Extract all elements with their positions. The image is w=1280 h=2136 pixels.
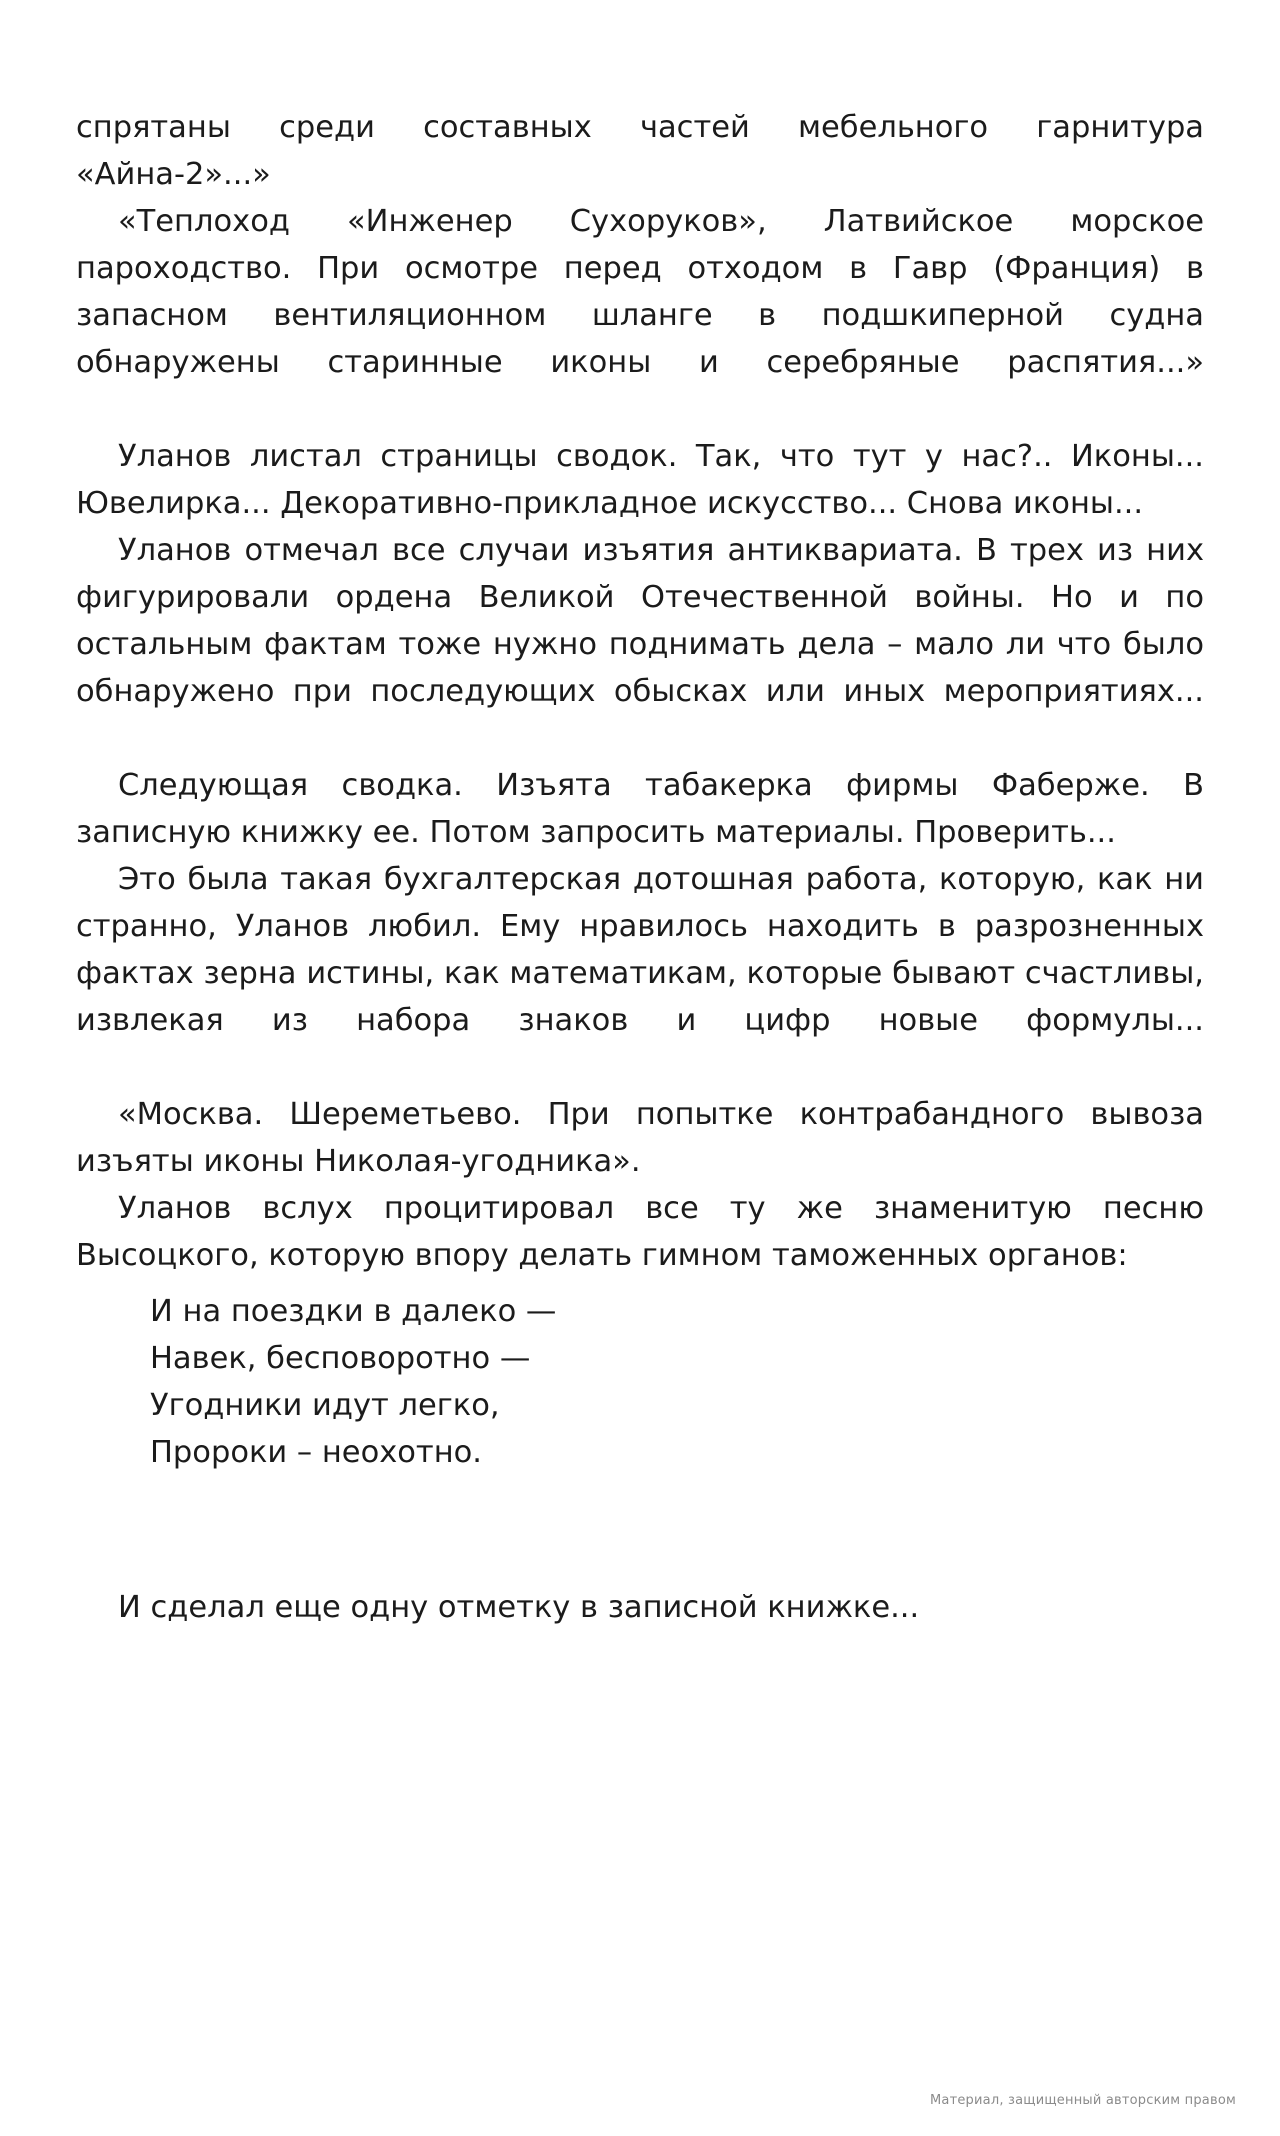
- closing-text: [76, 1584, 1204, 1631]
- poem-line: Пророки – неохотно.: [150, 1435, 483, 1470]
- poem-line: Угодники идут легко,: [150, 1388, 500, 1423]
- copyright-watermark: Материал, защищенный авторским правом: [930, 2093, 1236, 2108]
- paragraph: спрятаны среди составных частей мебельного гарнитура «Айна-2»...»: [76, 110, 1204, 192]
- paragraph: И сделал еще одну отметку в записной книжке...: [118, 1590, 920, 1625]
- body-text: [76, 104, 1204, 1279]
- paragraph: Уланов вслух процитировал все ту же знаменитую песню Высоцкого, которую впору делать гимном таможенных органов:: [76, 1191, 1204, 1273]
- paragraph: Уланов отмечал все случаи изъятия антиквариата. В трех из них фигурировали ордена Великой Отечественной войны. Но и по остальным фактам тоже нужно поднимать дела – мало ли что было обнаружено при последующих обысках или иных мероприятиях...: [76, 533, 1204, 709]
- paragraph: Уланов листал страницы сводок. Так, что тут у нас?.. Иконы... Ювелирка... Декоративно-прикладное искусство... Снова иконы...: [76, 439, 1204, 521]
- paragraph: «Теплоход «Инженер Сухоруков», Латвийское морское пароходство. При осмотре перед отходом в Гавр (Франция) в запасном вентиляционном шланге в подшкиперной судна обнаружены старинные иконы и серебряные распятия...»: [76, 204, 1204, 380]
- paragraph: Это была такая бухгалтерская дотошная работа, которую, как ни странно, Уланов любил. Ему нравилось находить в разрозненных фактах зерна истины, как математикам, которые бывают счастливы, извлекая из набора знаков и цифр новые формулы...: [76, 862, 1204, 1038]
- poem-line: И на поездки в далеко —: [150, 1294, 557, 1329]
- paragraph: «Москва. Шереметьево. При попытке контрабандного вывоза изъяты иконы Николая-угодника».: [76, 1097, 1204, 1179]
- poem-line: Навек, бесповоротно —: [150, 1341, 531, 1376]
- paragraph: Следующая сводка. Изъята табакерка фирмы Фаберже. В записную книжку ее. Потом запросить материалы. Проверить...: [76, 768, 1204, 850]
- poem-block: [150, 1288, 850, 1476]
